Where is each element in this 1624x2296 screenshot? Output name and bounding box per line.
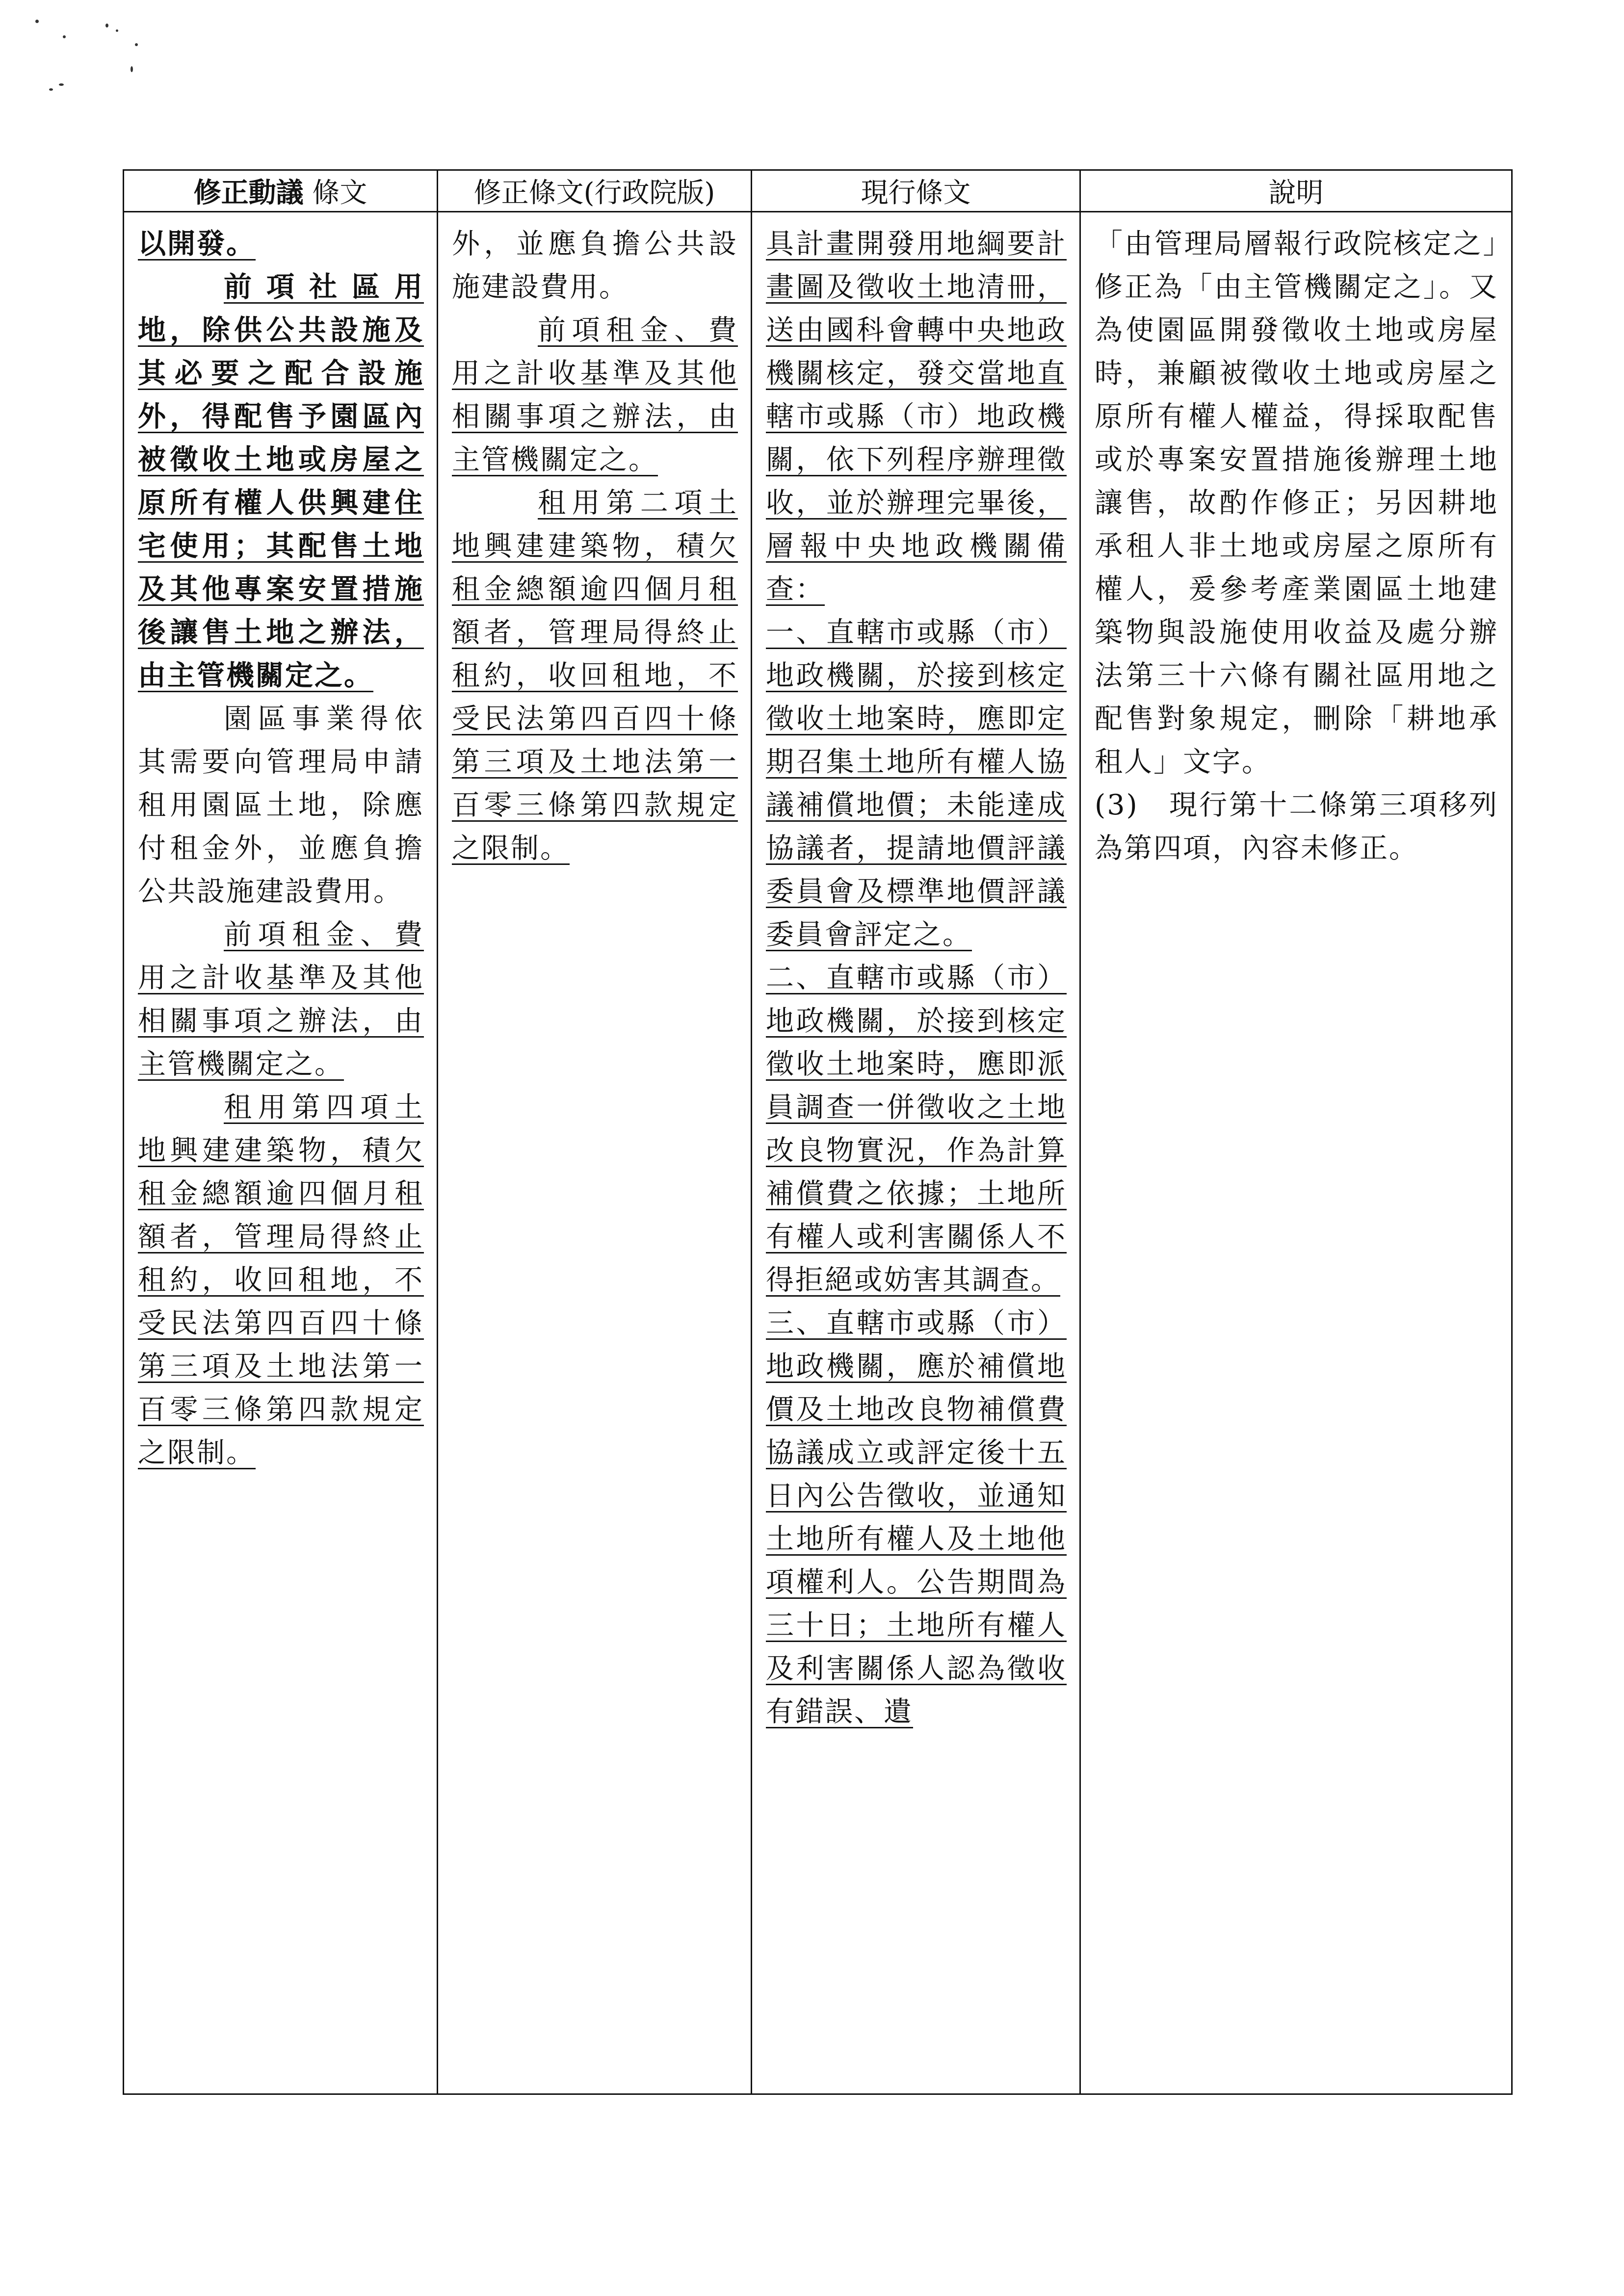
explanation-cell [1080,212,1512,2094]
scan-specks [34,15,162,93]
current-item-2: 二、直轄市或縣（市）地政機關，於接到核定徵收土地案時，應即派員調查一併徵收之土地改良物實況，作為計算補償費之依據；土地所有權人或利害關係人不得拒絕或妨害其調查。 [766,962,1067,1296]
explanation-paragraph-2: (3) 現行第十二條第三項移列為第四項，內容未修正。 [1095,789,1498,864]
executive-paragraph-1: 外，並應負擔公共設施建設費用。 [452,228,738,303]
amendment-paragraph-4: 前項租金、費用之計收基準及其他相關事項之辦法，由主管機關定之。 [138,918,424,1080]
explanation-paragraph-1: 「由管理局層報行政院核定之」修正為「由主管機關定之」。又為使園區開發徵收土地或房屋時，兼顧被徵收土地或房屋之原所有權人權益，得採取配售或於專案安置措施後辦理土地讓售，故酌作修正；另因耕地承租人非土地或房屋之原所有權人，爰參考產業園區土地建築物與設施使用收益及處分辦法第三十六條有關社區用地之配售對象規定，刪除「耕地承租人」文字。 [1095,228,1498,778]
header-executive-version: 修正條文(行政院版) [438,170,752,212]
executive-version-cell [438,212,752,2094]
header-current-article: 現行條文 [752,170,1080,212]
current-article-cell [752,212,1080,2094]
table-header-row [124,170,1512,212]
amendment-motion-cell [124,212,438,2094]
current-paragraph-1: 具計畫開發用地綱要計畫圖及徵收土地清冊，送由國科會轉中央地政機關核定，發交當地直轄市或縣（市）地政機關，依下列程序辦理徵收，並於辦理完畢後，層報中央地政機關備查： [766,228,1067,605]
current-item-1: 一、直轄市或縣（市）地政機關，於接到核定徵收土地案時，應即定期召集土地所有權人協議補償地價；未能達成協議者，提請地價評議委員會及標準地價評議委員會評定之。 [766,616,1067,951]
header-explanation: 說明 [1080,170,1512,212]
current-item-3: 三、直轄市或縣（市）地政機關，應於補償地價及土地改良物補償費協議成立或評定後十五日內公告徵收，並通知土地所有權人及土地他項權利人。公告期間為三十日；土地所有權人及利害關係人認為徵收有錯誤、遺 [766,1307,1067,1728]
amendment-paragraph-5: 租用第四項土地興建建築物，積欠租金總額逾四個月租額者，管理局得終止租約，收回租地，不受民法第四百四十條第三項及土地法第一百零三條第四款規定之限制。 [138,1091,424,1469]
amendment-paragraph-2: 前項社區用地，除供公共設施及其必要之配合設施外，得配售予園區內被徵收土地或房屋之原所有權人供興建住宅使用；其配售土地及其他專案安置措施後讓售土地之辦法，由主管機關定之。 [138,270,424,692]
executive-paragraph-2: 前項租金、費用之計收基準及其他相關事項之辦法，由主管機關定之。 [452,314,738,476]
executive-paragraph-3: 租用第二項土地興建建築物，積欠租金總額逾四個月租額者，管理局得終止租約，收回租地，不受民法第四百四十條第三項及土地法第一百零三條第四款規定之限制。 [452,487,738,864]
header-amendment-motion: 修正動議 條文 [124,170,438,212]
amendment-paragraph-3: 園區事業得依其需要向管理局申請租用園區土地，除應付租金外，並應負擔公共設施建設費用。 [138,703,424,908]
comparison-table [123,169,1513,2095]
table-body-row [124,212,1512,2094]
amendment-paragraph-1: 以開發。 [138,227,256,260]
